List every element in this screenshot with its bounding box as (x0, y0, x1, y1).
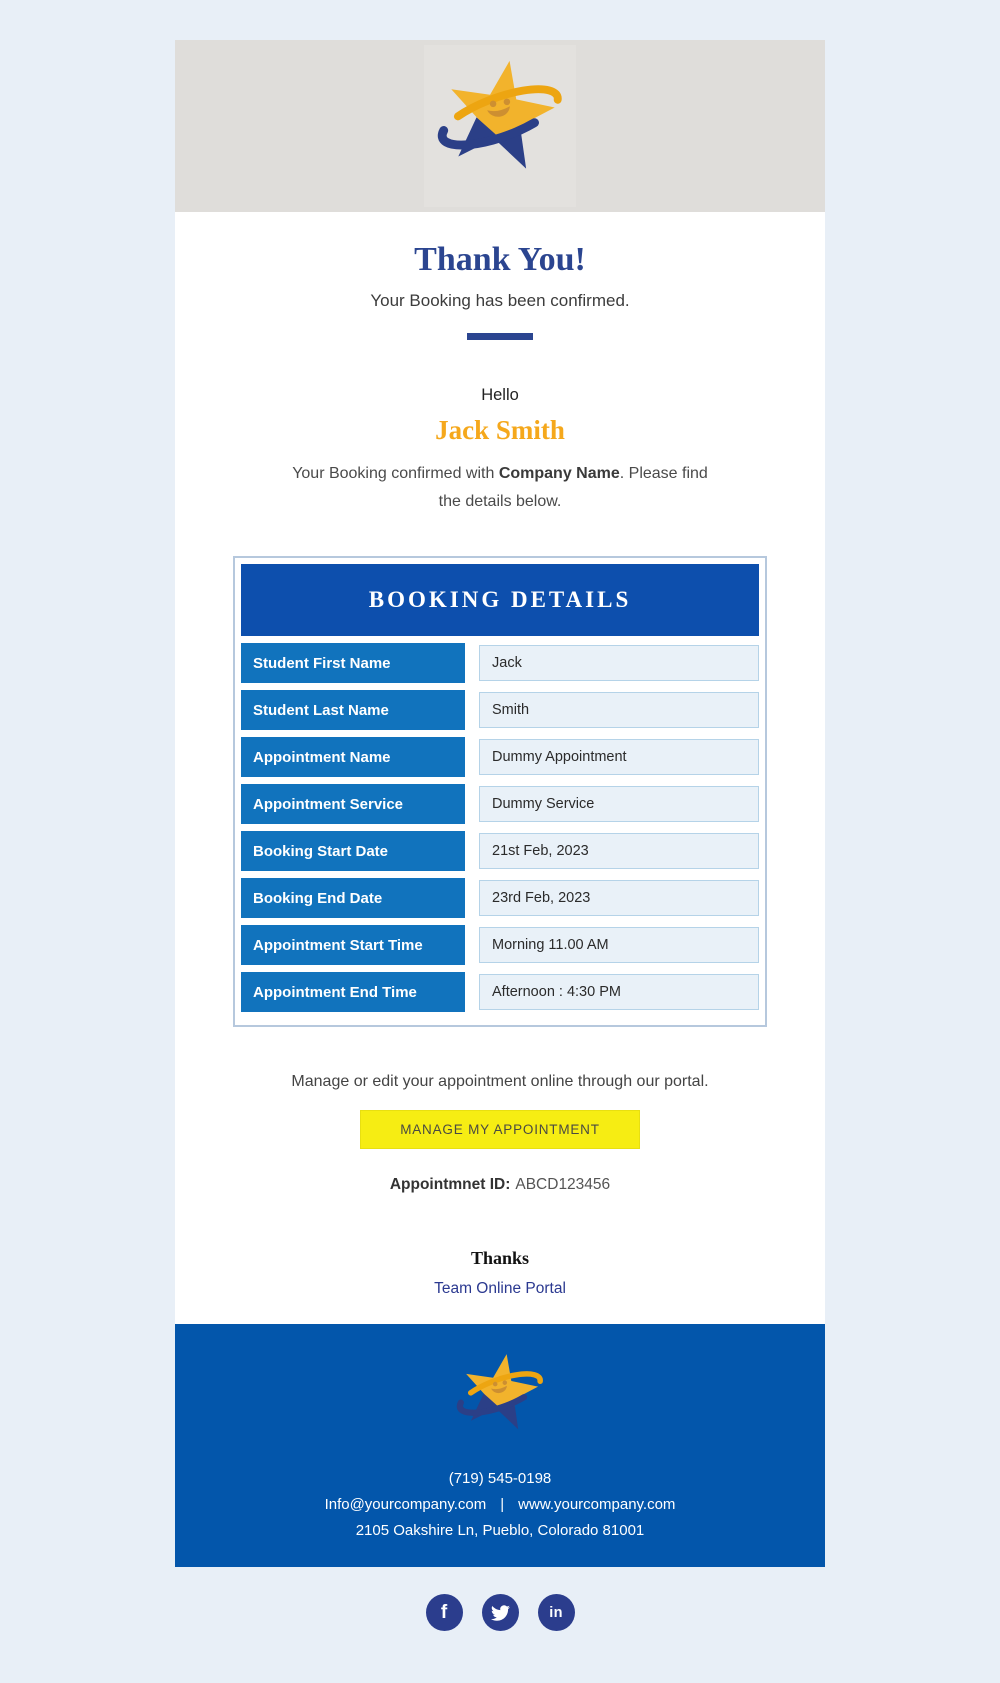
signoff-thanks: Thanks (470, 1248, 530, 1268)
booking-row-value: Smith (479, 692, 759, 728)
booking-row-label: Booking End Date (241, 878, 465, 918)
booking-row-value: 21st Feb, 2023 (479, 833, 759, 869)
appointment-id-label: Appointmnet ID: (389, 1176, 511, 1193)
footer-address: 2105 Oakshire Ln, Pueblo, Colorado 81001 (355, 1522, 645, 1539)
footer-contact (175, 1466, 825, 1544)
linkedin-icon: in (549, 1604, 563, 1621)
twitter-icon (491, 1605, 510, 1621)
footer-separator: | (500, 1496, 505, 1513)
team-portal-link[interactable]: Team Online Portal (434, 1280, 566, 1297)
facebook-icon: f (440, 1601, 448, 1623)
linkedin-button[interactable] (538, 1594, 575, 1631)
social-links (175, 1594, 825, 1631)
logo-tile (424, 45, 576, 207)
table-row (241, 690, 759, 730)
manage-appointment-button[interactable]: MANAGE MY APPOINTMENT (360, 1110, 640, 1149)
booking-row-value: Morning 11.00 AM (479, 927, 759, 963)
booking-row-label: Student Last Name (241, 690, 465, 730)
booking-row-value: 23rd Feb, 2023 (479, 880, 759, 916)
table-row (241, 784, 759, 824)
booking-row-label: Appointment Start Time (241, 925, 465, 965)
customer-name: Jack Smith (435, 415, 565, 445)
footer-phone: (719) 545-0198 (448, 1470, 552, 1487)
booking-row-label: Student First Name (241, 643, 465, 683)
appointment-id-line (175, 1176, 825, 1194)
greeting-suffix: . Please find the details below. (438, 465, 708, 510)
booking-details-title: BOOKING DETAILS (241, 564, 759, 636)
company-name: Company Name (498, 465, 620, 482)
footer-website-link[interactable]: www.yourcompany.com (518, 1496, 676, 1513)
booking-row-value: Dummy Appointment (479, 739, 759, 775)
twitter-button[interactable] (482, 1594, 519, 1631)
greeting-hello: Hello (481, 386, 519, 404)
booking-row-value: Dummy Service (479, 786, 759, 822)
star-logo-icon (431, 52, 569, 200)
page-title: Thank You! (414, 241, 586, 278)
greeting-prefix: Your Booking confirmed with (292, 465, 499, 482)
table-row (241, 925, 759, 965)
email-content (175, 212, 825, 1324)
manage-note: Manage or edit your appointment online through our portal. (291, 1073, 709, 1090)
booking-row-label: Appointment End Time (241, 972, 465, 1012)
booking-details-box (233, 556, 767, 1027)
email-body (175, 40, 825, 1631)
table-row (241, 643, 759, 683)
booking-row-label: Booking Start Date (241, 831, 465, 871)
email-header (175, 40, 825, 212)
footer-email-link[interactable]: Info@yourcompany.com (324, 1496, 487, 1513)
table-row (241, 972, 759, 1012)
appointment-id-value: ABCD123456 (515, 1176, 611, 1193)
booking-row-value: Jack (479, 645, 759, 681)
booking-row-label: Appointment Service (241, 784, 465, 824)
table-row (241, 831, 759, 871)
greeting-paragraph (280, 460, 720, 516)
facebook-button[interactable] (426, 1594, 463, 1631)
confirmation-subtitle: Your Booking has been confirmed. (370, 291, 630, 310)
booking-row-label: Appointment Name (241, 737, 465, 777)
email-footer (175, 1324, 825, 1567)
table-row (241, 878, 759, 918)
booking-row-value: Afternoon : 4:30 PM (479, 974, 759, 1010)
table-row (241, 737, 759, 777)
star-logo-icon (452, 1348, 548, 1451)
footer-links-line (175, 1492, 825, 1518)
divider (467, 333, 533, 340)
